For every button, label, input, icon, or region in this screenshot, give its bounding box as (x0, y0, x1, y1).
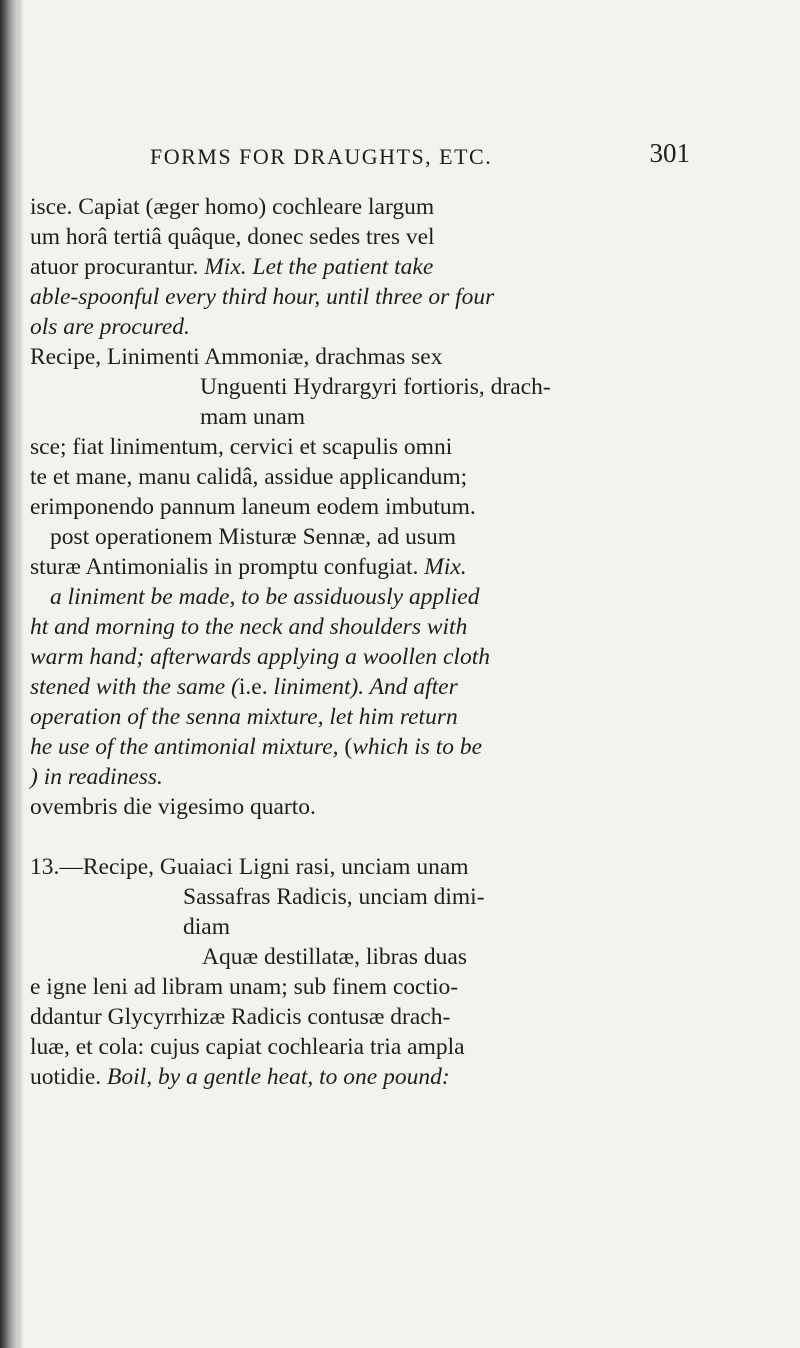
text-line: Sassafras Radicis, unciam dimi- (183, 884, 485, 910)
text-line: erimponendo pannum laneum eodem imbutum. (30, 494, 476, 520)
text-line: mam unam (200, 404, 306, 430)
text-run: uotidie. (30, 1064, 108, 1090)
text-run: ( (344, 734, 353, 760)
text-run: stened with the same ( (30, 674, 239, 700)
page-number: 301 (649, 138, 690, 168)
text-line: luæ, et cola: cujus capiat cochlearia tria ampla (30, 1034, 465, 1060)
gutter-edge (18, 0, 24, 1348)
text-run: atuor procurantur. (30, 254, 205, 280)
text-run: Mix. Let the patient take (204, 254, 434, 280)
text-line: ols are procured. (30, 314, 190, 340)
text-line: ht and morning to the neck and shoulders with (30, 614, 468, 640)
text-line: Recipe, Linimenti Ammoniæ, drachmas sex (30, 344, 443, 370)
text-run: Mix. (424, 554, 467, 580)
text-line: sce; fiat linimentum, cervici et scapulis omni (30, 434, 453, 460)
text-line: Aquæ destillatæ, libras duas (202, 944, 468, 970)
text-line: able-spoonful every third hour, until three or four (30, 284, 495, 310)
text-line: Unguenti Hydrargyri fortioris, drach- (200, 374, 551, 400)
text-line (30, 732, 482, 762)
text-line (30, 672, 458, 702)
text-line: ) in readiness. (30, 764, 163, 790)
running-head (150, 138, 690, 174)
text-line: 13.—Recipe, Guaiaci Ligni rasi, unciam unam (30, 854, 469, 880)
text-line: ddantur Glycyrrhizæ Radicis contusæ drach- (30, 1004, 451, 1030)
text-run: which is to be (352, 734, 483, 760)
running-head-title: FORMS FOR DRAUGHTS, ETC. (150, 144, 493, 169)
text-line: a liniment be made, to be assiduously applied (50, 584, 480, 610)
text-line: post operationem Misturæ Sennæ, ad usum (50, 524, 457, 550)
book-binding-shadow (0, 0, 18, 1348)
text-line (30, 552, 467, 582)
text-line: operation of the senna mixture, let him return (30, 704, 458, 730)
text-line: diam (183, 914, 230, 940)
text-line: isce. Capiat (æger homo) cochleare largum (30, 194, 435, 220)
text-run: he use of the antimonial mixture, (30, 734, 345, 760)
text-line: ovembris die vigesimo quarto. (30, 794, 316, 820)
text-run: liniment). And after (267, 674, 458, 700)
text-line: warm hand; afterwards applying a woollen cloth (30, 644, 490, 670)
text-run: Boil, by a gentle heat, to one pound: (107, 1064, 450, 1090)
text-line (30, 252, 433, 282)
text-line: um horâ tertiâ quâque, donec sedes tres vel (30, 224, 435, 250)
text-run: sturæ Antimonialis in promptu confugiat. (30, 554, 425, 580)
text-line: te et mane, manu calidâ, assidue applicandum; (30, 464, 468, 490)
text-line (30, 1062, 450, 1092)
text-line: e igne leni ad libram unam; sub finem coctio- (30, 974, 459, 1000)
text-run: i.e. (238, 674, 268, 700)
